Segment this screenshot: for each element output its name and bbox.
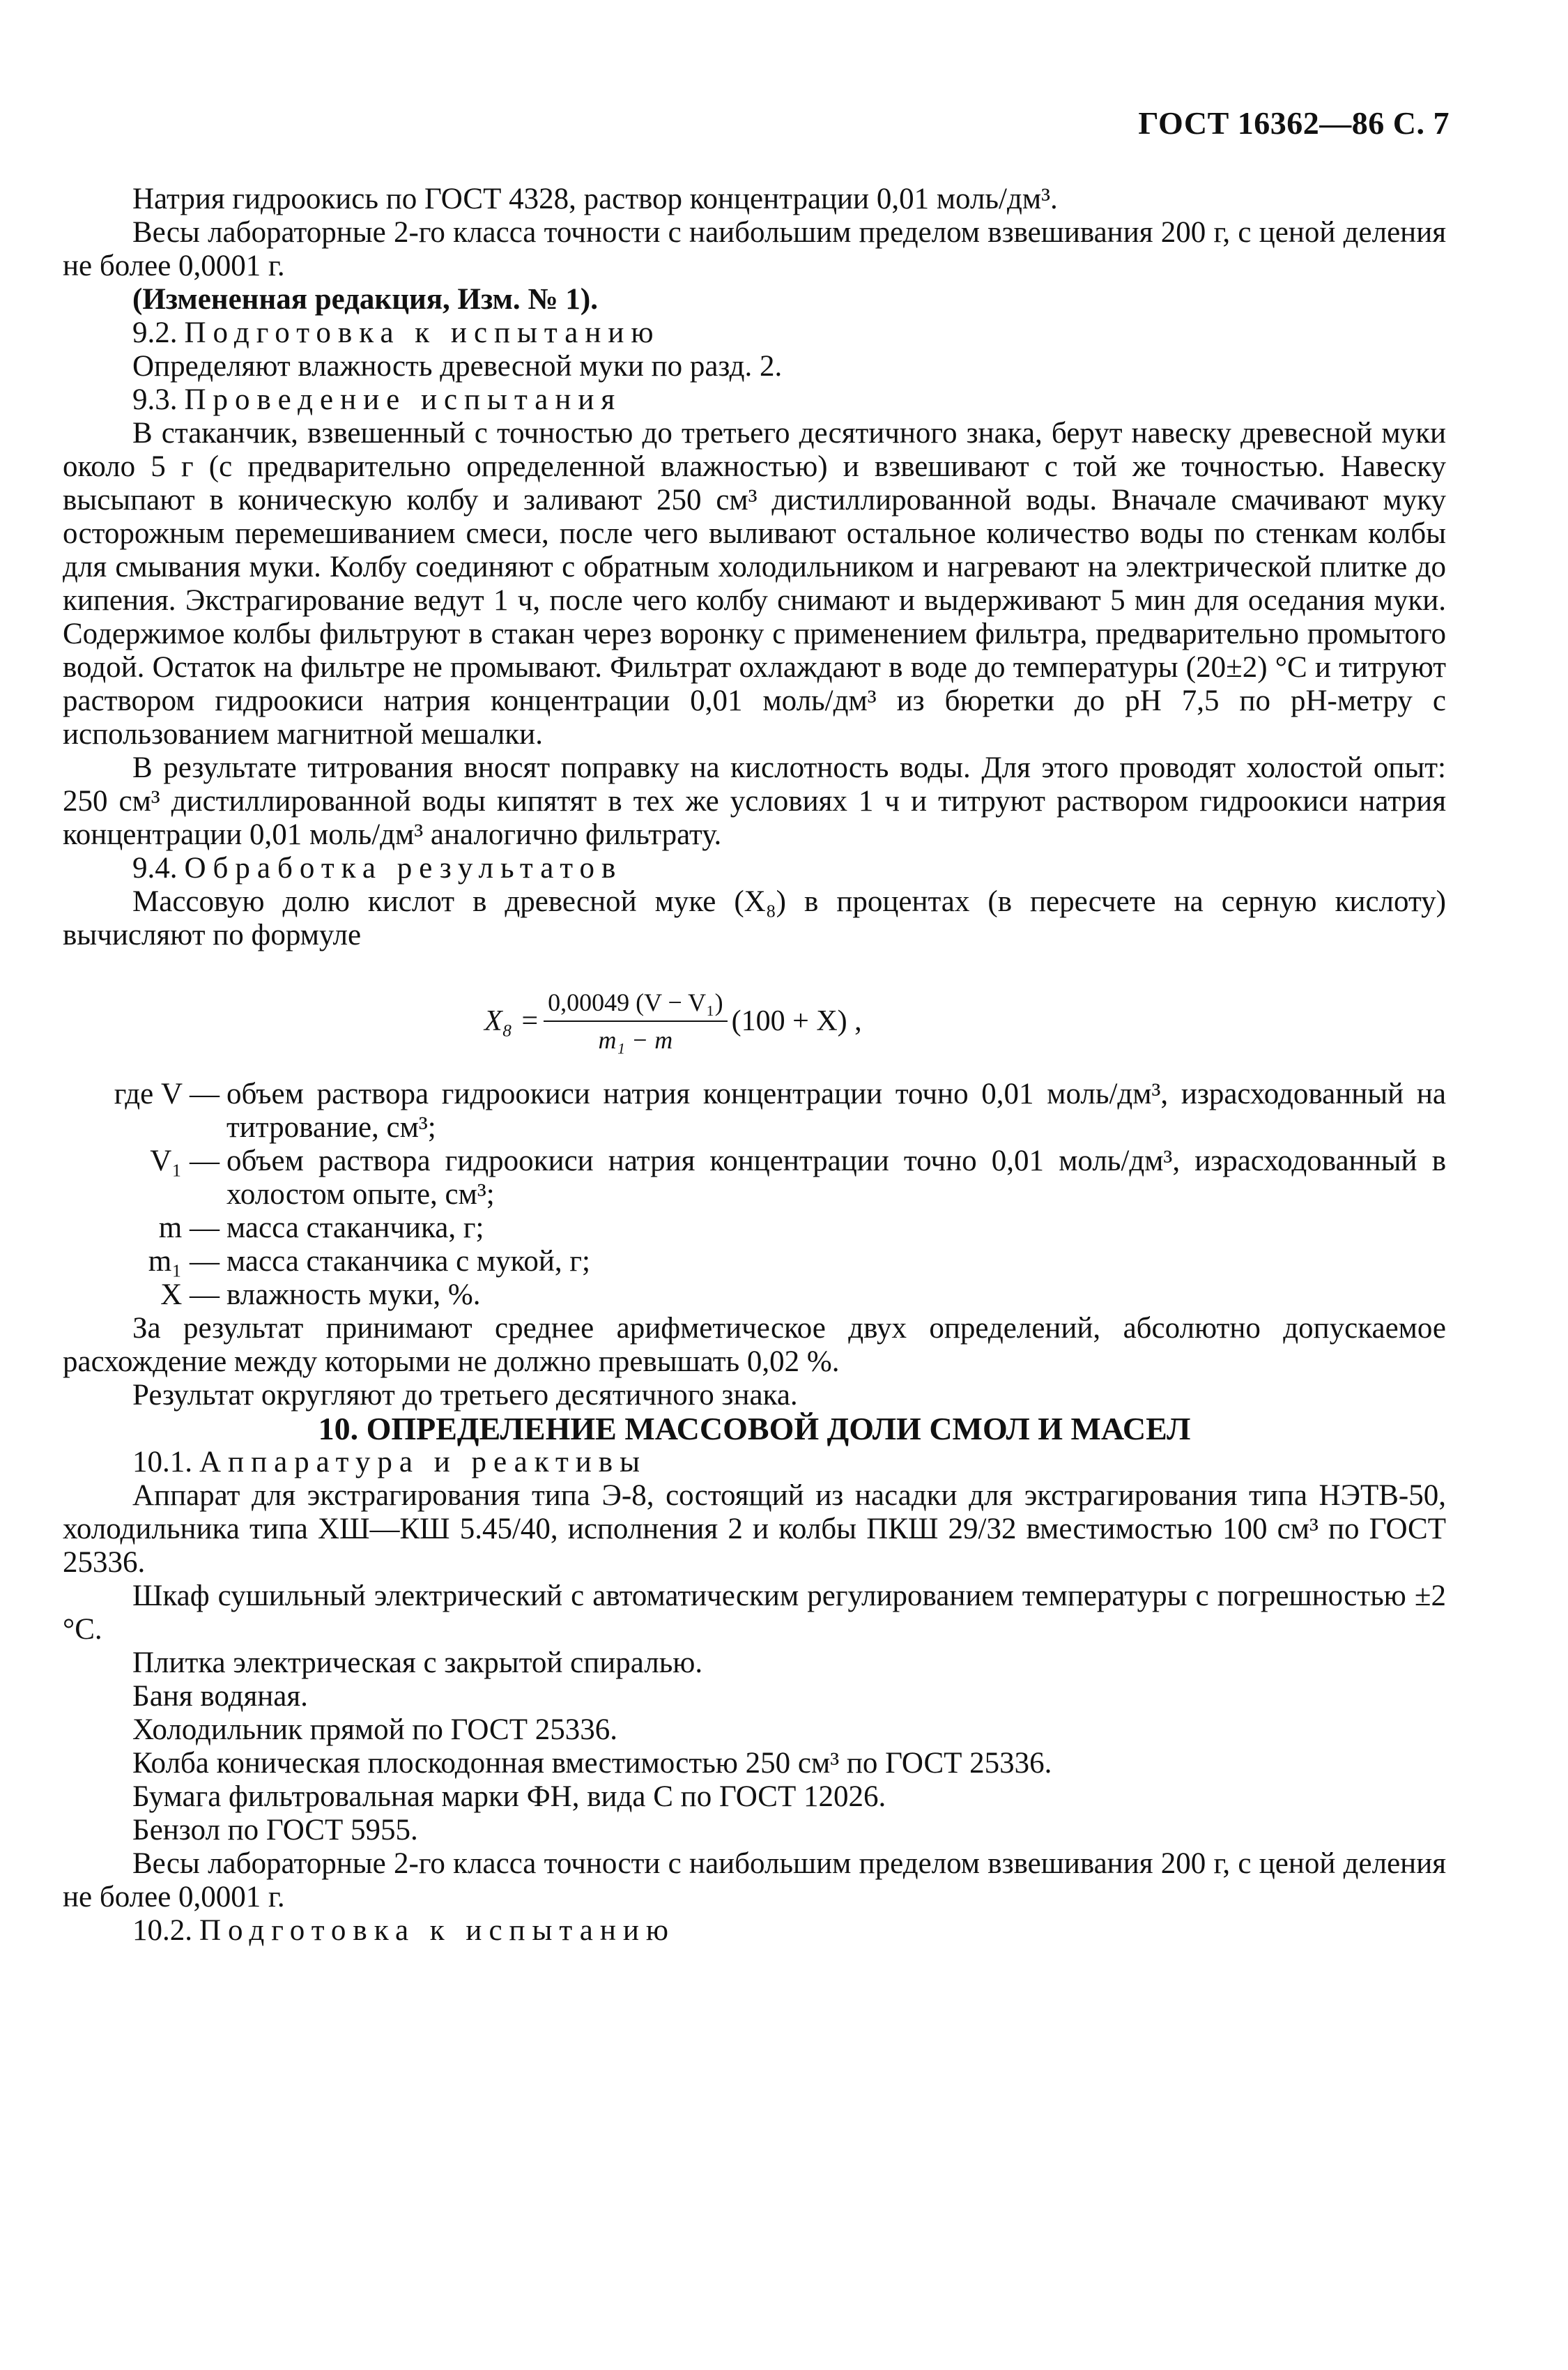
section-heading-spaced: Подготовка к испытанию — [199, 1914, 675, 1947]
section-number: 10.1. — [132, 1446, 192, 1478]
section-heading-9-2 — [63, 316, 1446, 350]
formula-fraction — [544, 986, 728, 1057]
section-number: 9.2. — [132, 316, 178, 349]
variable-symbol: m — — [158, 1211, 220, 1244]
paragraph: В стаканчик, взвешенный с точностью до третьего десятичного знака, берут навеску древесной муки около 5 г (с предварительно определенной влажностью) и взвешивают с той же точностью. Навеску высыпают в коническую колбу и заливают 250 см³ дистиллированной воды. Вначале смачивают муку осторожным перемешиванием смеси, после чего выливают остальное количество воды по стенкам колбы для смывания муки. Колбу соединяют с обратным холодильником и нагревают на электрической плитке до кипения. Экстрагирование ведут 1 ч, после чего колбу снимают и выдерживают 5 мин для оседания муки. Содержимое колбы фильтруют в стакан через воронку с применением фильтра, предварительно промытого водой. Остаток на фильтре не промывают. Фильтрат охлаждают в воде до температуры (20±2) °С и титруют раствором гидроокиси натрия концентрации 0,01 моль/дм³ из бюретки до pH 7,5 по pH-метру с использованием магнитной мешалки. — [63, 417, 1446, 751]
formula — [63, 965, 1446, 1069]
paragraph: Весы лабораторные 2-го класса точности с наибольшим пределом взвешивания 200 г, с ценой деления не более 0,0001 г. — [63, 1847, 1446, 1913]
section-heading-spaced: Обработка результатов — [184, 852, 623, 885]
formula-rhs: (100 + X) , — [731, 1005, 862, 1037]
section-number: 9.4. — [132, 852, 178, 885]
formula-lhs: X₈ = — [484, 1005, 540, 1037]
section-number: 9.3. — [132, 383, 178, 416]
section-heading-spaced: Подготовка к испытанию — [184, 316, 661, 349]
section-heading-10-1 — [63, 1446, 1446, 1479]
paragraph: Колба коническая плоскодонная вместимостью 250 см³ по ГОСТ 25336. — [132, 1747, 1052, 1780]
section-title-10: 10. ОПРЕДЕЛЕНИЕ МАССОВОЙ ДОЛИ СМОЛ И МАСЕЛ — [318, 1411, 1191, 1446]
paragraph: Шкаф сушильный электрический с автоматическим регулированием температуры с погрешностью ±2 °С. — [63, 1580, 1446, 1646]
section-heading-9-4 — [63, 852, 1446, 885]
paragraph: За результат принимают среднее арифметическое двух определений, абсолютно допускаемое расхождение между которыми не должно превышать 0,02 %. — [63, 1312, 1446, 1378]
variable-symbol: X — — [160, 1278, 220, 1311]
amendment-note: (Измененная редакция, Изм. № 1). — [132, 283, 598, 316]
formula-numerator: 0,00049 (V − V₁) — [544, 986, 728, 1022]
variable-definitions — [63, 1078, 1446, 1312]
paragraph: Результат округляют до третьего десятичного знака. — [132, 1379, 798, 1412]
document-body — [63, 183, 1446, 1948]
variable-definition-row — [63, 1245, 1446, 1278]
paragraph: Холодильник прямой по ГОСТ 25336. — [132, 1713, 617, 1746]
paragraph: Бумага фильтровальная марки ФН, вида С по ГОСТ 12026. — [132, 1780, 886, 1813]
paragraph: Баня водяная. — [132, 1680, 308, 1713]
variable-symbol: V₁ — — [150, 1145, 220, 1177]
paragraph: Определяют влажность древесной муки по разд. 2. — [132, 350, 783, 383]
variable-symbol: m₁ — — [148, 1245, 220, 1278]
formula-denominator: m₁ − m — [598, 1026, 673, 1054]
variable-symbol: где V — — [114, 1078, 220, 1110]
variable-description: влажность муки, %. — [226, 1278, 481, 1311]
paragraph: Бензол по ГОСТ 5955. — [132, 1814, 418, 1847]
variable-definition-row — [63, 1145, 1446, 1211]
section-heading-10-2 — [63, 1914, 1446, 1948]
section-heading-spaced: Проведение испытания — [184, 383, 622, 416]
paragraph: В результате титрования вносят поправку на кислотность воды. Для этого проводят холостой опыт: 250 см³ дистиллированной воды кипятят в тех же условиях 1 ч и титруют раствором гидроокиси натрия концентрации 0,01 моль/дм³ аналогично фильтрату. — [63, 751, 1446, 851]
formula-expression — [484, 986, 862, 1057]
page-header: ГОСТ 16362—86 С. 7 — [1138, 105, 1450, 141]
variable-description: масса стаканчика с мукой, г; — [226, 1245, 590, 1278]
paragraph: Плитка электрическая с закрытой спиралью. — [132, 1646, 703, 1679]
variable-definition-row — [63, 1078, 1446, 1145]
paragraph: Натрия гидроокись по ГОСТ 4328, раствор концентрации 0,01 моль/дм³. — [132, 183, 1058, 215]
variable-description: объем раствора гидроокиси натрия концентрации точно 0,01 моль/дм³, израсходованный на титрование, см³; — [226, 1078, 1446, 1144]
variable-description: масса стаканчика, г; — [226, 1211, 484, 1244]
variable-definition-row — [63, 1211, 1446, 1245]
section-number: 10.2. — [132, 1914, 192, 1947]
variable-description: объем раствора гидроокиси натрия концентрации точно 0,01 моль/дм³, израсходованный в холостом опыте, см³; — [226, 1145, 1446, 1211]
variable-definition-row — [63, 1278, 1446, 1312]
paragraph: Массовую долю кислот в древесной муке (X₈) в процентах (в пересчете на серную кислоту) вычисляют по формуле — [63, 885, 1446, 951]
section-heading-spaced: Аппаратура и реактивы — [199, 1446, 647, 1478]
section-heading-9-3 — [63, 383, 1446, 417]
paragraph: Аппарат для экстрагирования типа Э-8, состоящий из насадки для экстрагирования типа НЭТВ-50, холодильника типа ХШ—КШ 5.45/40, исполнения 2 и колбы ПКШ 29/32 вместимостью 100 см³ по ГОСТ 25336. — [63, 1479, 1446, 1579]
paragraph: Весы лабораторные 2-го класса точности с наибольшим пределом взвешивания 200 г, с ценой деления не более 0,0001 г. — [63, 216, 1446, 282]
